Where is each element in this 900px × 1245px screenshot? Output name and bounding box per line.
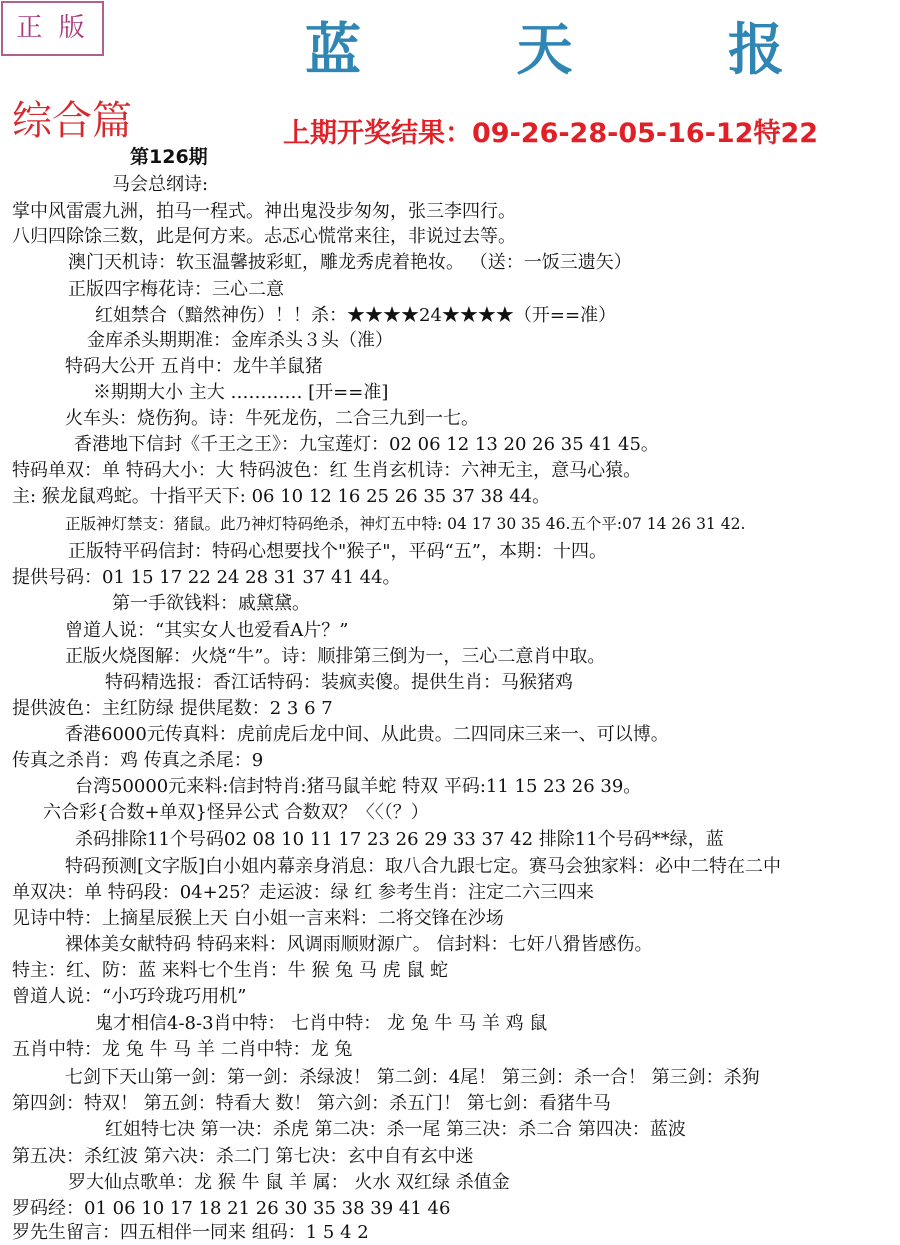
text-line: 特主：红、防：蓝 来料七个生肖：牛 猴 兔 马 虎 鼠 蛇 xyxy=(12,960,449,981)
text-line: 特码单双：单 特码大小：大 特码波色：红 生肖玄机诗：六神无主，意马心猿。 xyxy=(12,460,642,481)
text-line: 掌中风雷震九洲，拍马一程式。神出鬼没步匆匆，张三李四行。 xyxy=(12,201,516,222)
text-line: 香港6000元传真料：虎前虎后龙中间、从此贵。二四同床三来一、可以博。 xyxy=(65,724,669,745)
text-line: 见诗中特：上摘星辰猴上天 白小姐一言来料：二将交锋在沙场 xyxy=(12,908,504,929)
text-line: 火车头：烧伤狗。诗：牛死龙伤，二合三九到一七。 xyxy=(65,408,479,429)
genuine-edition-stamp: 正 版 xyxy=(1,1,104,56)
text-line: 七剑下天山第一剑：第一剑：杀绿波！ 第二剑：4尾！ 第三剑：杀一合！ 第三剑：杀狗 xyxy=(65,1067,760,1088)
text-line: 红姐禁合（黯然神伤）！！杀：★★★★24★★★★（开==准） xyxy=(95,305,617,326)
text-line: 正版特平码信封：特码心想要找个"猴子"，平码“五”，本期：十四。 xyxy=(68,541,607,562)
text-line: 八归四除馀三数，此是何方来。忐忑心慌常来往，非说过去等。 xyxy=(12,226,516,247)
text-line: 第四剑：特双！ 第五剑：特看大 数！ 第六剑：杀五门！ 第七剑：看猪牛马 xyxy=(12,1093,611,1114)
text-line: 正版四字梅花诗：三心二意 xyxy=(68,279,284,300)
text-line: 裸体美女献特码 特码来料：风调雨顺财源广。 信封料：七奸八猾皆感伤。 xyxy=(65,934,653,955)
text-line: 传真之杀肖：鸡 传真之杀尾：9 xyxy=(12,750,264,771)
text-line: 特码预测[文字版]白小姐内幕亲身消息：取八合九跟七定。赛马会独家料：必中二特在二中 xyxy=(65,856,782,877)
text-line: 香港地下信封《千王之王》：九宝莲灯：02 06 12 13 20 26 35 41 45。 xyxy=(74,434,659,455)
text-line: 正版神灯禁支：猪鼠。此乃神灯特码绝杀，神灯五中特: 04 17 30 35 46.五个平:07 14 26 31 42. xyxy=(65,515,746,533)
text-line: 单双决：单 特码段：04+25？走运波：绿 红 参考生肖：注定二六三四来 xyxy=(12,882,595,903)
section-title: 综合篇 xyxy=(12,98,132,144)
text-line: 第一手欲钱料：戚黛黛。 xyxy=(112,593,310,614)
text-line: 澳门天机诗：软玉温馨披彩虹，雕龙秀虎着艳妆。 （送：一饭三遗矢） xyxy=(68,252,632,273)
text-line: 鬼才相信4-8-3肖中特： 七肖中特： 龙 兔 牛 马 羊 鸡 鼠 xyxy=(95,1013,548,1034)
last-draw-result: 上期开奖结果：09-26-28-05-16-12特22 xyxy=(283,118,819,149)
text-line: 五肖中特：龙 兔 牛 马 羊 二肖中特：龙 兔 xyxy=(12,1039,353,1060)
text-line: 台湾50000元来料:信封特肖:猪马鼠羊蛇 特双 平码:11 15 23 26 39。 xyxy=(75,776,642,797)
text-line: 第五决：杀红波 第六决：杀二门 第七决：玄中自有玄中迷 xyxy=(12,1146,474,1167)
text-line: 提供波色：主红防绿 提供尾数：2 3 6 7 xyxy=(12,698,333,719)
text-line: 罗先生留言：四五相伴一同来 组码：1 5 4 2 xyxy=(12,1222,369,1243)
text-line: 正版火烧图解：火烧“牛”。诗：顺排第三倒为一，三心二意肖中取。 xyxy=(65,646,606,667)
text-line: 杀码排除11个号码02 08 10 11 17 23 26 29 33 37 42 排除11个号码**绿，蓝 xyxy=(75,829,724,850)
text-line: 特码大公开 五肖中：龙牛羊鼠猪 xyxy=(65,356,323,377)
text-line: 红姐特七决 第一决：杀虎 第二决：杀一尾 第三决：杀二合 第四决：蓝波 xyxy=(105,1119,686,1140)
text-line: 主: 猴龙鼠鸡蛇。十指平天下: 06 10 12 16 25 26 35 37 38 44。 xyxy=(12,486,551,507)
text-line: 特码精选报：香江话特码：装疯卖傻。提供生肖：马猴猪鸡 xyxy=(105,672,573,693)
issue-number: 第126期 xyxy=(130,146,208,168)
text-line: 罗大仙点歌单：龙 猴 牛 鼠 羊 属： 火水 双红绿 杀值金 xyxy=(68,1172,510,1193)
text-line: 金库杀头期期准：金库杀头３头（准） xyxy=(87,330,393,351)
newspaper-title: 蓝 天 报 xyxy=(305,17,852,83)
text-line: 马会总纲诗: xyxy=(112,174,209,195)
text-line: 曾道人说：“小巧玲珑巧用机” xyxy=(12,986,247,1007)
text-line: 提供号码：01 15 17 22 24 28 31 37 41 44。 xyxy=(12,567,401,588)
text-line: 六合彩{合数+单双}怪异公式 合数双？〈〈（？） xyxy=(43,802,429,823)
text-line: ※期期大小 主大 ………… [开==准] xyxy=(93,382,389,403)
text-line: 曾道人说：“其实女人也爱看A片？” xyxy=(65,620,349,641)
text-line: 罗码经：01 06 10 17 18 21 26 30 35 38 39 41 46 xyxy=(12,1198,451,1219)
